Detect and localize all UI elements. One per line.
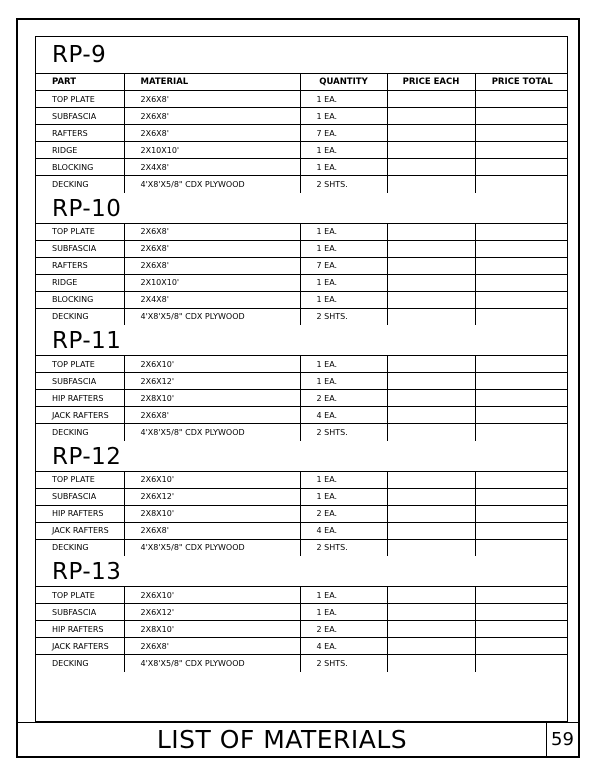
quantity-cell: 7 EA. xyxy=(300,125,387,142)
quantity-cell: 4 EA. xyxy=(300,638,387,655)
part-cell: DECKING xyxy=(36,539,124,556)
price-each-cell xyxy=(387,604,475,621)
price-total-cell xyxy=(475,91,568,108)
material-cell: 2X10X10' xyxy=(124,142,300,159)
part-cell: HIP RAFTERS xyxy=(36,621,124,638)
price-each-cell xyxy=(387,308,475,325)
price-total-cell xyxy=(475,291,568,308)
price-total-cell xyxy=(475,587,568,604)
material-cell: 4'X8'X5/8" CDX PLYWOOD xyxy=(124,655,300,672)
material-cell: 2X8X10' xyxy=(124,505,300,522)
price-total-cell xyxy=(475,638,568,655)
table-row xyxy=(36,274,568,291)
part-cell: HIP RAFTERS xyxy=(36,390,124,407)
price-total-cell xyxy=(475,471,568,488)
section-title: RP-11 xyxy=(52,328,122,354)
quantity-cell: 1 EA. xyxy=(300,274,387,291)
material-cell: 2X6X8' xyxy=(124,522,300,539)
material-cell: 2X6X12' xyxy=(124,488,300,505)
price-total-cell xyxy=(475,424,568,441)
price-each-cell xyxy=(387,655,475,672)
section-title: RP-12 xyxy=(52,443,122,470)
part-cell: DECKING xyxy=(36,655,124,672)
section-title: RP-9 xyxy=(52,42,107,68)
quantity-cell: 4 EA. xyxy=(300,407,387,424)
part-cell: TOP PLATE xyxy=(36,587,124,604)
quantity-cell: 1 EA. xyxy=(300,356,387,373)
table-row xyxy=(36,390,568,407)
material-cell: 4'X8'X5/8" CDX PLYWOOD xyxy=(124,308,300,325)
quantity-cell: 1 EA. xyxy=(300,373,387,390)
price-each-cell xyxy=(387,176,475,193)
material-cell: 2X6X8' xyxy=(124,108,300,125)
table-row xyxy=(36,505,568,522)
table-row xyxy=(36,407,568,424)
part-cell: RAFTERS xyxy=(36,257,124,274)
part-cell: BLOCKING xyxy=(36,291,124,308)
price-total-cell xyxy=(475,522,568,539)
price-each-cell xyxy=(387,223,475,240)
part-cell: JACK RAFTERS xyxy=(36,407,124,424)
price-each-cell xyxy=(387,240,475,257)
part-cell: TOP PLATE xyxy=(36,471,124,488)
quantity-cell: 2 SHTS. xyxy=(300,424,387,441)
part-cell: SUBFASCIA xyxy=(36,108,124,125)
material-cell: 2X6X8' xyxy=(124,257,300,274)
sections-container xyxy=(36,37,567,672)
materials-table xyxy=(36,471,568,557)
price-total-cell xyxy=(475,274,568,291)
price-each-cell xyxy=(387,125,475,142)
part-cell: JACK RAFTERS xyxy=(36,638,124,655)
price-total-cell xyxy=(475,159,568,176)
price-each-cell xyxy=(387,373,475,390)
price-total-cell xyxy=(475,539,568,556)
price-total-cell xyxy=(475,142,568,159)
section-title: RP-10 xyxy=(52,195,122,222)
price-each-cell xyxy=(387,407,475,424)
quantity-cell: 1 EA. xyxy=(300,604,387,621)
part-cell: SUBFASCIA xyxy=(36,488,124,505)
price-each-cell xyxy=(387,638,475,655)
header-quantity: QUANTITY xyxy=(300,74,387,91)
price-each-cell xyxy=(387,356,475,373)
header-material: MATERIAL xyxy=(124,74,300,91)
table-row xyxy=(36,125,568,142)
table-row xyxy=(36,638,568,655)
quantity-cell: 1 EA. xyxy=(300,240,387,257)
price-total-cell xyxy=(475,390,568,407)
quantity-cell: 2 SHTS. xyxy=(300,655,387,672)
quantity-cell: 1 EA. xyxy=(300,91,387,108)
quantity-cell: 1 EA. xyxy=(300,488,387,505)
header-price-each: PRICE EACH xyxy=(387,74,475,91)
table-row xyxy=(36,176,568,193)
materials-table xyxy=(36,355,568,441)
table-row xyxy=(36,108,568,125)
page-number: 59 xyxy=(546,723,578,756)
price-total-cell xyxy=(475,108,568,125)
price-total-cell xyxy=(475,223,568,240)
material-cell: 2X6X12' xyxy=(124,373,300,390)
table-row xyxy=(36,471,568,488)
quantity-cell: 1 EA. xyxy=(300,291,387,308)
part-cell: RIDGE xyxy=(36,274,124,291)
materials-table xyxy=(36,73,568,193)
table-row xyxy=(36,291,568,308)
material-cell: 4'X8'X5/8" CDX PLYWOOD xyxy=(124,424,300,441)
price-each-cell xyxy=(387,108,475,125)
title-strip xyxy=(18,722,578,756)
price-total-cell xyxy=(475,621,568,638)
part-cell: DECKING xyxy=(36,424,124,441)
part-cell: RAFTERS xyxy=(36,125,124,142)
materials-table xyxy=(36,223,568,326)
table-row xyxy=(36,159,568,176)
price-total-cell xyxy=(475,257,568,274)
table-row xyxy=(36,223,568,240)
part-cell: HIP RAFTERS xyxy=(36,505,124,522)
table-row xyxy=(36,257,568,274)
quantity-cell: 2 SHTS. xyxy=(300,176,387,193)
material-cell: 2X8X10' xyxy=(124,621,300,638)
price-total-cell xyxy=(475,176,568,193)
part-cell: DECKING xyxy=(36,176,124,193)
part-cell: SUBFASCIA xyxy=(36,373,124,390)
price-each-cell xyxy=(387,488,475,505)
part-cell: TOP PLATE xyxy=(36,223,124,240)
material-cell: 4'X8'X5/8" CDX PLYWOOD xyxy=(124,176,300,193)
quantity-cell: 2 EA. xyxy=(300,390,387,407)
header-price-total: PRICE TOTAL xyxy=(475,74,568,91)
table-row xyxy=(36,539,568,556)
price-total-cell xyxy=(475,604,568,621)
material-cell: 2X4X8' xyxy=(124,159,300,176)
quantity-cell: 1 EA. xyxy=(300,159,387,176)
quantity-cell: 1 EA. xyxy=(300,587,387,604)
material-cell: 4'X8'X5/8" CDX PLYWOOD xyxy=(124,539,300,556)
material-cell: 2X4X8' xyxy=(124,291,300,308)
page-frame xyxy=(16,18,580,758)
table-row xyxy=(36,604,568,621)
table-row xyxy=(36,373,568,390)
price-each-cell xyxy=(387,587,475,604)
price-each-cell xyxy=(387,539,475,556)
part-cell: RIDGE xyxy=(36,142,124,159)
quantity-cell: 2 SHTS. xyxy=(300,308,387,325)
price-each-cell xyxy=(387,274,475,291)
price-total-cell xyxy=(475,488,568,505)
price-total-cell xyxy=(475,240,568,257)
part-cell: SUBFASCIA xyxy=(36,240,124,257)
price-each-cell xyxy=(387,291,475,308)
part-cell: BLOCKING xyxy=(36,159,124,176)
part-cell: SUBFASCIA xyxy=(36,604,124,621)
part-cell: DECKING xyxy=(36,308,124,325)
quantity-cell: 2 EA. xyxy=(300,505,387,522)
price-each-cell xyxy=(387,142,475,159)
material-cell: 2X6X10' xyxy=(124,587,300,604)
table-row xyxy=(36,522,568,539)
materials-content xyxy=(35,36,568,722)
section-title: RP-13 xyxy=(52,559,122,585)
part-cell: TOP PLATE xyxy=(36,91,124,108)
material-cell: 2X6X10' xyxy=(124,356,300,373)
table-row xyxy=(36,308,568,325)
quantity-cell: 4 EA. xyxy=(300,522,387,539)
table-row xyxy=(36,142,568,159)
quantity-cell: 1 EA. xyxy=(300,142,387,159)
table-row xyxy=(36,240,568,257)
table-row xyxy=(36,424,568,441)
price-each-cell xyxy=(387,505,475,522)
table-row xyxy=(36,356,568,373)
price-total-cell xyxy=(475,373,568,390)
footer-title: LIST OF MATERIALS xyxy=(156,725,408,754)
material-cell: 2X6X8' xyxy=(124,91,300,108)
quantity-cell: 1 EA. xyxy=(300,108,387,125)
part-cell: JACK RAFTERS xyxy=(36,522,124,539)
material-cell: 2X6X8' xyxy=(124,638,300,655)
table-row xyxy=(36,621,568,638)
price-total-cell xyxy=(475,655,568,672)
price-each-cell xyxy=(387,390,475,407)
price-each-cell xyxy=(387,257,475,274)
material-cell: 2X6X8' xyxy=(124,125,300,142)
part-cell: TOP PLATE xyxy=(36,356,124,373)
quantity-cell: 2 EA. xyxy=(300,621,387,638)
table-row xyxy=(36,587,568,604)
material-cell: 2X8X10' xyxy=(124,390,300,407)
price-total-cell xyxy=(475,407,568,424)
price-each-cell xyxy=(387,159,475,176)
price-each-cell xyxy=(387,522,475,539)
material-cell: 2X6X8' xyxy=(124,223,300,240)
quantity-cell: 1 EA. xyxy=(300,223,387,240)
header-row xyxy=(36,74,568,91)
quantity-cell: 7 EA. xyxy=(300,257,387,274)
table-row xyxy=(36,488,568,505)
table-row xyxy=(36,91,568,108)
material-cell: 2X6X10' xyxy=(124,471,300,488)
header-part: PART xyxy=(36,74,124,91)
price-each-cell xyxy=(387,471,475,488)
materials-table xyxy=(36,586,568,672)
material-cell: 2X6X8' xyxy=(124,407,300,424)
material-cell: 2X6X8' xyxy=(124,240,300,257)
price-total-cell xyxy=(475,356,568,373)
material-cell: 2X10X10' xyxy=(124,274,300,291)
price-total-cell xyxy=(475,505,568,522)
price-each-cell xyxy=(387,91,475,108)
quantity-cell: 1 EA. xyxy=(300,471,387,488)
quantity-cell: 2 SHTS. xyxy=(300,539,387,556)
price-total-cell xyxy=(475,125,568,142)
price-each-cell xyxy=(387,621,475,638)
price-each-cell xyxy=(387,424,475,441)
table-row xyxy=(36,655,568,672)
material-cell: 2X6X12' xyxy=(124,604,300,621)
price-total-cell xyxy=(475,308,568,325)
